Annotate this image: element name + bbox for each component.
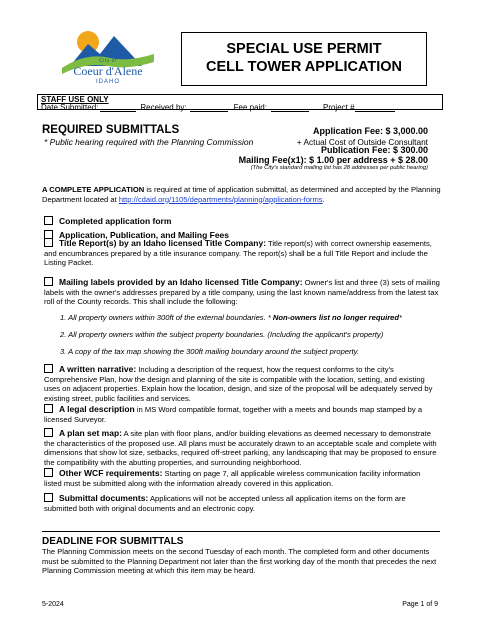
sub-end: * — [399, 313, 403, 322]
checkbox[interactable] — [44, 364, 53, 373]
checkbox[interactable] — [44, 468, 53, 477]
forms-link[interactable]: http://cdaid.org/1105/departments/planning/application-forms — [118, 194, 323, 204]
sub-text: 2. All property owners within the subject property boundaries. (Including the applicant's property) — [60, 330, 384, 339]
date-submitted-field[interactable] — [100, 104, 136, 112]
item-text: Starting on page 7, all applicable wireless communication facility information listed must be submitted along with the information already covered in this application. — [44, 469, 421, 488]
item-title: A legal description — [59, 404, 135, 414]
public-hearing-note: * Public hearing required with the Planning Commission — [44, 137, 254, 147]
deadline-section — [42, 531, 440, 576]
item-title: A written narrative: — [59, 364, 137, 374]
complete-application-paragraph — [42, 185, 442, 204]
required-submittals-heading: REQUIRED SUBMITTALS — [42, 124, 180, 136]
checklist-item — [44, 404, 440, 424]
received-by-field[interactable] — [190, 104, 228, 112]
checklist-item — [44, 277, 440, 307]
checkbox[interactable] — [44, 493, 53, 502]
sub-text: 3. A copy of the tax map showing the 300ft mailing boundary around the subject property. — [60, 347, 360, 356]
item-title: Title Report(s) by an Idaho licensed Title Company: — [59, 238, 267, 248]
complete-bold: A COMPLETE APPLICATION — [42, 185, 145, 194]
item-text: A site plan with floor plans, and/or building elevations as deemed necessary to demonstrate the characteristics of the proposed use. All plans must be accurately drawn to an acceptable scale and complete with dimensions that show lot size, setbacks, required off-street parking, any landscaping that may be proposed to ensure the compatibility with the abutting properties, and surrounding neighborhood. — [44, 429, 437, 467]
complete-text: is required at time of application submittal, as determined and accepted by the Planning Department located at — [42, 185, 441, 204]
checkbox[interactable] — [44, 404, 53, 413]
checklist-item — [44, 493, 440, 513]
project-label: Project # — [322, 103, 355, 112]
footer-date: 5-2024 — [42, 601, 64, 608]
project-field[interactable] — [355, 104, 395, 112]
staff-fields — [41, 104, 439, 112]
logo-city-name: Coeur d'Alene — [73, 64, 143, 78]
publication-fee: Publication Fee: $ 300.00 — [320, 145, 428, 155]
item-text: Applications will not be accepted unless all application items on the form are submitted both with original documents and an electronic copy. — [44, 494, 406, 513]
mailing-fee: Mailing Fee(x1): $ 1.00 per address + $ 28.00 — [238, 155, 428, 165]
mailing-note: (The City's standard mailing list has 28 addresses per public hearing) — [250, 165, 428, 171]
item-title: Submittal documents: — [59, 493, 149, 503]
staff-use-box — [37, 94, 443, 110]
received-by-label: Received by: — [140, 103, 187, 112]
mailing-sub-item — [60, 330, 440, 340]
mailing-sub-item — [60, 313, 440, 323]
page-number: Page 1 of 9 — [402, 601, 438, 608]
staff-heading: STAFF USE ONLY — [41, 95, 109, 104]
checklist-item — [44, 364, 440, 403]
item-title: Completed application form — [59, 216, 172, 226]
item-title: A plan set map: — [59, 428, 122, 438]
title-line-1: SPECIAL USE PERMIT — [226, 41, 382, 57]
title-line-2: CELL TOWER APPLICATION — [205, 59, 403, 75]
item-text: Title report(s) with correct ownership easements, and encumbrances prepared by a title insurance company. The report(s) shall be a full Title Report and include the Listing Packet. — [44, 239, 432, 268]
checkbox[interactable] — [44, 277, 53, 286]
deadline-text: The Planning Commission meets on the second Tuesday of each month. The completed form and other documents must be submitted to the Planning Department not later than the first working day of the month that precedes the next Planning Commission meeting at which this item may be heard. — [42, 547, 437, 576]
logo-state: IDAHO — [95, 79, 120, 85]
checkbox[interactable] — [44, 238, 53, 247]
checklist-item — [44, 468, 440, 488]
complete-end: . — [322, 194, 325, 204]
checklist-item — [44, 238, 440, 268]
date-submitted-label: Date Submitted: — [41, 103, 99, 112]
sub-text: 1. All property owners within 300ft of the external boundaries. * — [60, 313, 273, 322]
logo-city-of: City of — [99, 58, 117, 64]
item-title: Mailing labels provided by an Idaho licensed Title Company: — [59, 277, 303, 287]
sub-bold: Non-owners list no longer required — [272, 313, 400, 322]
application-fee: Application Fee: $ 3,000.00 — [312, 126, 428, 136]
fee-paid-field[interactable] — [271, 104, 309, 112]
mailing-sub-item — [60, 347, 440, 357]
item-text: in MS Word compatible format, together with a meets and bounds map stamped by a licensed Surveyor. — [44, 405, 423, 424]
checkbox[interactable] — [44, 216, 53, 225]
title-box — [181, 32, 427, 86]
item-title: Other WCF requirements: — [59, 468, 163, 478]
item-text: Owner's list and three (3) sets of mailing labels with the owner's addresses prepared by a title company, using the last known name/address from the latest tax roll of the County records. This shall include the following: — [44, 278, 440, 307]
checkbox[interactable] — [44, 428, 53, 437]
item-text: Including a description of the request, how the request conforms to the city's Comprehensive Plan, how the design and planning of the site is compatible with the location, setting, and existing uses on adjacent properties. Explain how the location, design, and size of the proposal will be adequately served by existing street, public facilities and services. — [44, 365, 433, 403]
consultant-cost: + Actual Cost of Outside Consultant — [296, 137, 428, 147]
fee-paid-label: Fee paid: — [233, 103, 267, 112]
item-title: Application, Publication, and Mailing Fees — [59, 230, 230, 240]
checklist-item — [44, 428, 440, 467]
deadline-heading: DEADLINE FOR SUBMITTALS — [42, 536, 184, 547]
